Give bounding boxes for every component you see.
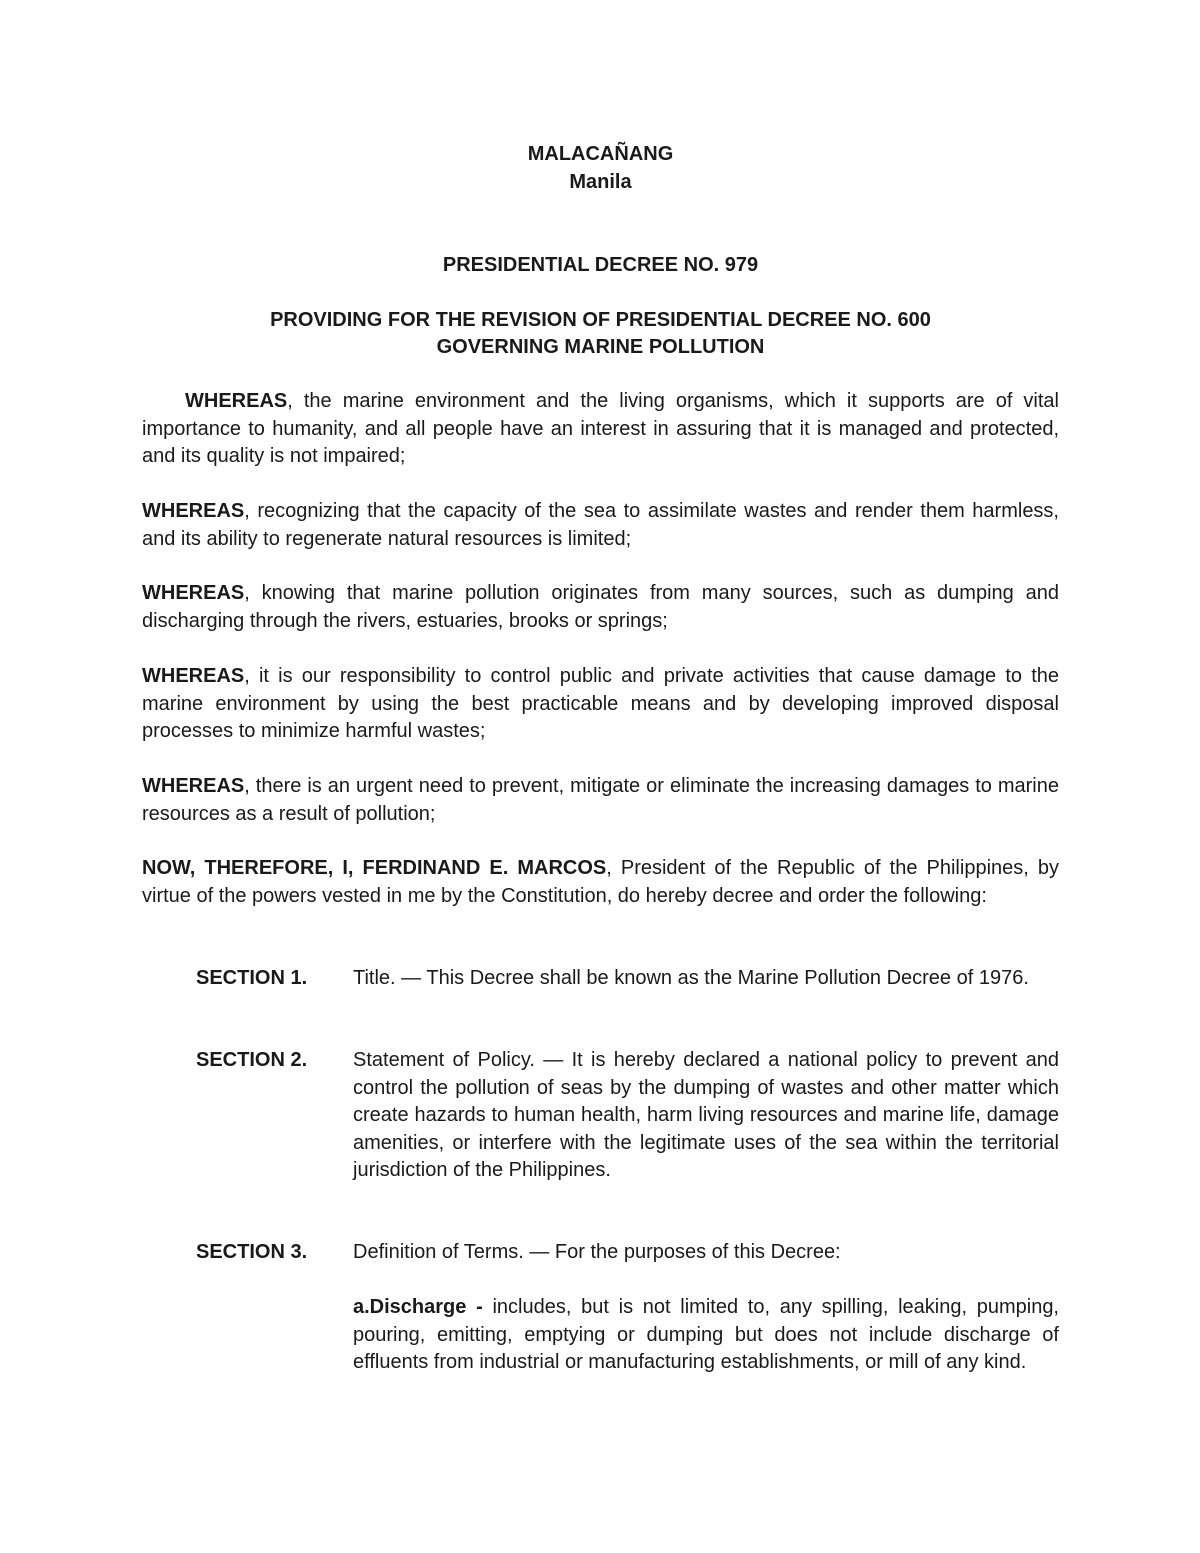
definition-text: includes, but is not limited to, any spilling, leaking, pumping, pouring, emitting, emptying or dumping but does not include discharge of effluents from industrial or manufacturing establishments, or mill of any kind. [353,1296,1059,1373]
whereas-lead: WHEREAS [185,390,288,412]
now-therefore-lead: NOW, THEREFORE, I, FERDINAND E. MARCOS [142,857,607,879]
whereas-lead: WHEREAS [142,582,245,604]
whereas-lead: WHEREAS [142,500,245,522]
section-label: SECTION 1. [196,967,308,989]
whereas-paragraph [142,498,1059,553]
whereas-text: , the marine environment and the living organisms, which it supports are of vital importance to humanity, and all people have an interest in assuring that it is managed and protected, and its quality is not impaired; [142,390,1059,467]
section-label: SECTION 2. [196,1049,308,1071]
now-therefore-paragraph [142,855,1059,910]
whereas-lead: WHEREAS [142,665,245,687]
whereas-paragraph [142,388,1059,471]
section-label: SECTION 3. [196,1241,308,1263]
whereas-paragraph [142,580,1059,635]
whereas-text: , recognizing that the capacity of the sea to assimilate wastes and render them harmless, and its ability to regenerate natural resources is limited; [142,500,1059,550]
definition-item [353,1294,1059,1377]
decree-title-line2: GOVERNING MARINE POLLUTION [436,336,765,358]
decree-number: PRESIDENTIAL DECREE NO. 979 [442,254,759,276]
whereas-paragraph [142,663,1059,746]
whereas-paragraph [142,773,1059,828]
whereas-text: , knowing that marine pollution originates from many sources, such as dumping and discharging through the rivers, estuaries, brooks or springs; [142,582,1059,632]
decree-title-line1: PROVIDING FOR THE REVISION OF PRESIDENTIAL DECREE NO. 600 [270,309,931,331]
definition-term: a.Discharge - [353,1296,483,1318]
city-heading: Manila [569,171,632,193]
whereas-lead: WHEREAS [142,775,245,797]
now-therefore-text: , President of the Republic of the Philippines, by virtue of the powers vested in me by the Constitution, do hereby decree and order the following: [142,857,1059,907]
section-text: Title. — This Decree shall be known as the Marine Pollution Decree of 1976. [353,967,1029,989]
section-text: Statement of Policy. — It is hereby declared a national policy to prevent and control the pollution of seas by the dumping of wastes and other matter which create hazards to human health, harm living resources and marine life, damage amenities, or interfere with the legitimate uses of the sea within the territorial jurisdiction of the Philippines. [353,1049,1059,1181]
office-heading: MALACAÑANG [527,143,674,165]
whereas-text: , it is our responsibility to control public and private activities that cause damage to the marine environment by using the best practicable means and by developing improved disposal processes to minimize harmful wastes; [142,665,1059,742]
whereas-text: , there is an urgent need to prevent, mitigate or eliminate the increasing damages to marine resources as a result of pollution; [142,775,1059,825]
section-text: Definition of Terms. — For the purposes of this Decree: [353,1241,841,1263]
